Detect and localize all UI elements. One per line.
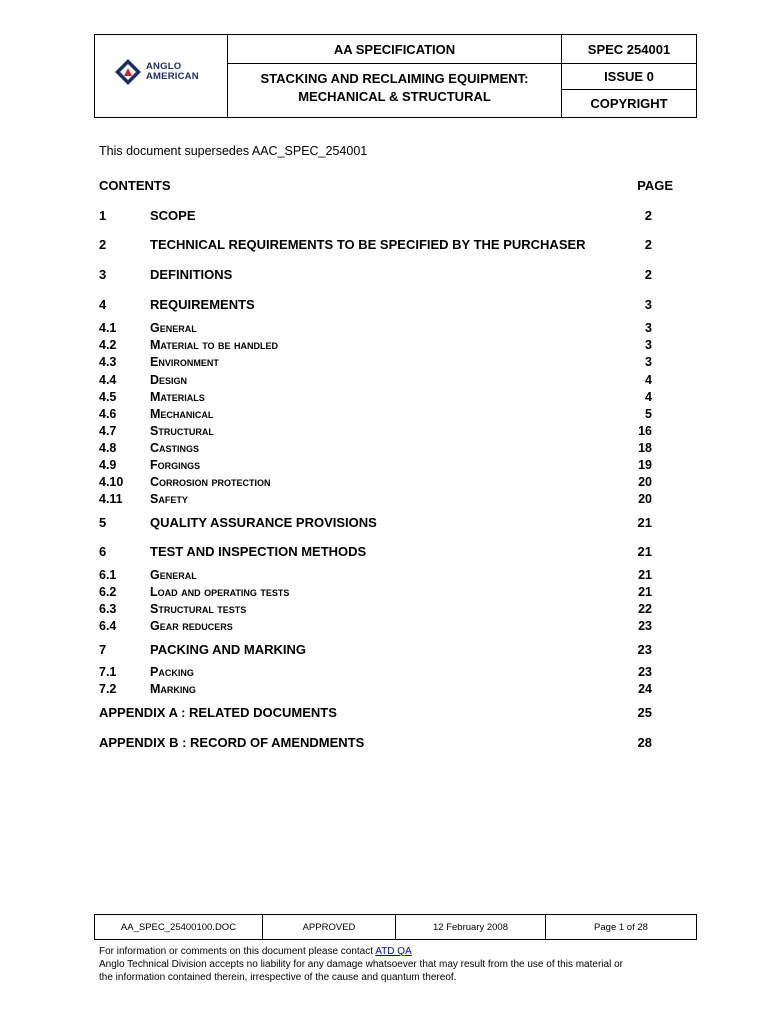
toc-entry bbox=[99, 682, 671, 699]
doc-title-line-1: STACKING AND RECLAIMING EQUIPMENT: bbox=[260, 71, 529, 86]
toc-entry-number: 4.7 bbox=[99, 424, 117, 438]
toc-entry bbox=[99, 568, 671, 585]
toc-entry-page: 3 bbox=[645, 355, 652, 369]
toc-entry-title: Forgings bbox=[150, 458, 201, 472]
toc-entry-page: 2 bbox=[644, 237, 652, 252]
toc-entry bbox=[99, 705, 671, 722]
toc-entry-number: 6 bbox=[99, 544, 107, 559]
doc-type: AA SPECIFICATION bbox=[228, 35, 561, 64]
toc-entry-number: 7.1 bbox=[99, 665, 117, 679]
toc-entry-number: 6.4 bbox=[99, 619, 117, 633]
toc-entry bbox=[99, 267, 671, 284]
toc-entry bbox=[99, 602, 671, 619]
doc-title bbox=[228, 64, 561, 117]
toc-entry-title: Design bbox=[150, 373, 188, 387]
toc-entry-page: 20 bbox=[638, 475, 652, 489]
toc-entry bbox=[99, 515, 671, 532]
footer-table bbox=[94, 914, 697, 940]
toc-entry bbox=[99, 373, 671, 390]
toc-entry-title: APPENDIX B : RECORD OF AMENDMENTS bbox=[99, 735, 365, 750]
toc-entry-title: General bbox=[150, 568, 197, 582]
toc-entry-title: Structural tests bbox=[150, 602, 247, 616]
toc-entry-page: 19 bbox=[638, 458, 652, 472]
toc-entry-number: 4.10 bbox=[99, 475, 124, 489]
toc-entry-number: 2 bbox=[99, 237, 107, 252]
toc-entry-page: 21 bbox=[638, 585, 652, 599]
toc-entry bbox=[99, 619, 671, 636]
doc-title-line-2: MECHANICAL & STRUCTURAL bbox=[298, 89, 491, 104]
toc-entry-page: 3 bbox=[644, 297, 652, 312]
toc-entry-number: 3 bbox=[99, 267, 107, 282]
toc-entry-page: 16 bbox=[638, 424, 652, 438]
toc-entry-title: PACKING AND MARKING bbox=[150, 642, 306, 657]
disclaimer-line-2: the information contained therein, irrespective of the cause and quantum thereof. bbox=[99, 972, 457, 983]
toc-entry bbox=[99, 390, 671, 407]
toc-entry-title: Environment bbox=[150, 355, 219, 369]
doc-filename: AA_SPEC_25400100.DOC bbox=[95, 915, 263, 939]
toc-entry-page: 21 bbox=[637, 515, 652, 530]
toc-entry-title: TECHNICAL REQUIREMENTS TO BE SPECIFIED BY THE PURCHASER bbox=[150, 237, 586, 252]
toc-entry-title: REQUIREMENTS bbox=[150, 297, 255, 312]
toc-entry-page: 4 bbox=[645, 373, 652, 387]
page-label: PAGE bbox=[637, 178, 673, 193]
toc-entry-title: Material to be handled bbox=[150, 338, 278, 352]
toc-entry-page: 18 bbox=[638, 441, 652, 455]
toc-entry-number: 7.2 bbox=[99, 682, 117, 696]
toc-entry-number: 7 bbox=[99, 642, 107, 657]
logo-cell bbox=[95, 35, 228, 117]
page-info: Page 1 of 28 bbox=[594, 921, 648, 933]
toc-entry bbox=[99, 321, 671, 338]
toc-entry-number: 4.6 bbox=[99, 407, 117, 421]
supersedes-note: This document supersedes AAC_SPEC_254001 bbox=[99, 144, 368, 158]
toc-entry bbox=[99, 407, 671, 424]
toc-entry-page: 23 bbox=[638, 665, 652, 679]
toc-entry-title: Gear reducers bbox=[150, 619, 233, 633]
toc-entry-number: 5 bbox=[99, 515, 107, 530]
toc-entry-title: Castings bbox=[150, 441, 200, 455]
title-cell bbox=[228, 35, 562, 117]
toc-entry-title: TEST AND INSPECTION METHODS bbox=[150, 544, 367, 559]
toc-entry-title: Mechanical bbox=[150, 407, 214, 421]
toc-entry-page: 22 bbox=[638, 602, 652, 616]
toc-entry-number: 4.4 bbox=[99, 373, 117, 387]
toc-entry-page: 3 bbox=[645, 321, 652, 335]
toc-entry-page: 28 bbox=[637, 735, 652, 750]
toc-entry-number: 4.5 bbox=[99, 390, 117, 404]
toc-entry bbox=[99, 338, 671, 355]
toc-entry bbox=[99, 355, 671, 372]
toc-entry-page: 2 bbox=[644, 267, 652, 282]
toc-entry-title: Corrosion protection bbox=[150, 475, 271, 489]
toc-entry bbox=[99, 208, 671, 225]
toc-entry-title: SCOPE bbox=[150, 208, 196, 223]
spec-cell bbox=[562, 35, 696, 117]
toc-entry bbox=[99, 492, 671, 509]
toc-entry bbox=[99, 297, 671, 314]
toc-entry-number: 4 bbox=[99, 297, 107, 312]
toc-entry bbox=[99, 475, 671, 492]
contact-line bbox=[99, 945, 679, 958]
copyright-label: COPYRIGHT bbox=[590, 96, 668, 111]
toc-entry bbox=[99, 441, 671, 458]
contact-link[interactable]: ATD QA bbox=[375, 946, 412, 957]
toc-entry-title: Materials bbox=[150, 390, 205, 404]
toc-entry-number: 4.1 bbox=[99, 321, 117, 335]
logo-line-2: AMERICAN bbox=[146, 71, 199, 82]
toc-entry-page: 4 bbox=[645, 390, 652, 404]
logo-wordmark bbox=[146, 62, 199, 82]
toc-entry-title: Safety bbox=[150, 492, 188, 506]
toc-entry-number: 6.2 bbox=[99, 585, 117, 599]
toc-entry-page: 23 bbox=[637, 642, 652, 657]
toc-entry bbox=[99, 424, 671, 441]
contact-prefix: For information or comments on this document please contact bbox=[99, 946, 374, 957]
issue-number: ISSUE 0 bbox=[562, 64, 696, 90]
toc-entry-title: Structural bbox=[150, 424, 214, 438]
contents-label: CONTENTS bbox=[99, 178, 171, 193]
anglo-american-logo-icon bbox=[113, 57, 143, 87]
document-header bbox=[94, 34, 697, 118]
toc-entry-page: 21 bbox=[638, 568, 652, 582]
toc-entry-page: 5 bbox=[645, 407, 652, 421]
disclaimer-line-1: Anglo Technical Division accepts no liability for any damage whatsoever that may result from the use of this material or bbox=[99, 959, 623, 970]
toc-header bbox=[99, 178, 673, 195]
logo-line-1: ANGLO bbox=[146, 61, 182, 72]
toc-entry-number: 6.3 bbox=[99, 602, 117, 616]
toc-entry-title: QUALITY ASSURANCE PROVISIONS bbox=[150, 515, 377, 530]
toc-entry bbox=[99, 585, 671, 602]
toc-entry-page: 3 bbox=[645, 338, 652, 352]
footer-note bbox=[99, 945, 679, 984]
toc-entry-title: DEFINITIONS bbox=[150, 267, 233, 282]
toc-entry-page: 21 bbox=[637, 544, 652, 559]
toc-entry-number: 4.9 bbox=[99, 458, 117, 472]
issue-date: 12 February 2008 bbox=[396, 915, 546, 939]
toc-entry-number: 4.3 bbox=[99, 355, 117, 369]
toc-entry bbox=[99, 642, 671, 659]
toc-entry-number: 4.2 bbox=[99, 338, 117, 352]
company-logo bbox=[113, 57, 199, 87]
toc-entry-page: 20 bbox=[638, 492, 652, 506]
toc-entry-page: 25 bbox=[637, 705, 652, 720]
toc-entry-page: 24 bbox=[638, 682, 652, 696]
toc-entry-title: Marking bbox=[150, 682, 196, 696]
toc-entry-number: 1 bbox=[99, 208, 107, 223]
toc-entry-number: 4.11 bbox=[99, 492, 123, 506]
toc-entry bbox=[99, 544, 671, 561]
toc-entry-title: General bbox=[150, 321, 197, 335]
toc-entry-title: Packing bbox=[150, 665, 194, 679]
toc-entry-page: 2 bbox=[644, 208, 652, 223]
toc-entry-number: 4.8 bbox=[99, 441, 117, 455]
toc-entry bbox=[99, 735, 671, 752]
toc-entry-title: Load and operating tests bbox=[150, 585, 290, 599]
toc-entry bbox=[99, 458, 671, 475]
toc-entry-page: 23 bbox=[638, 619, 652, 633]
spec-number: SPEC 254001 bbox=[562, 35, 696, 64]
toc-entry bbox=[99, 665, 671, 682]
toc-entry bbox=[99, 237, 671, 254]
toc-entry-title: APPENDIX A : RELATED DOCUMENTS bbox=[99, 705, 337, 720]
approval-status: APPROVED bbox=[263, 915, 396, 939]
toc-entry-number: 6.1 bbox=[99, 568, 117, 582]
